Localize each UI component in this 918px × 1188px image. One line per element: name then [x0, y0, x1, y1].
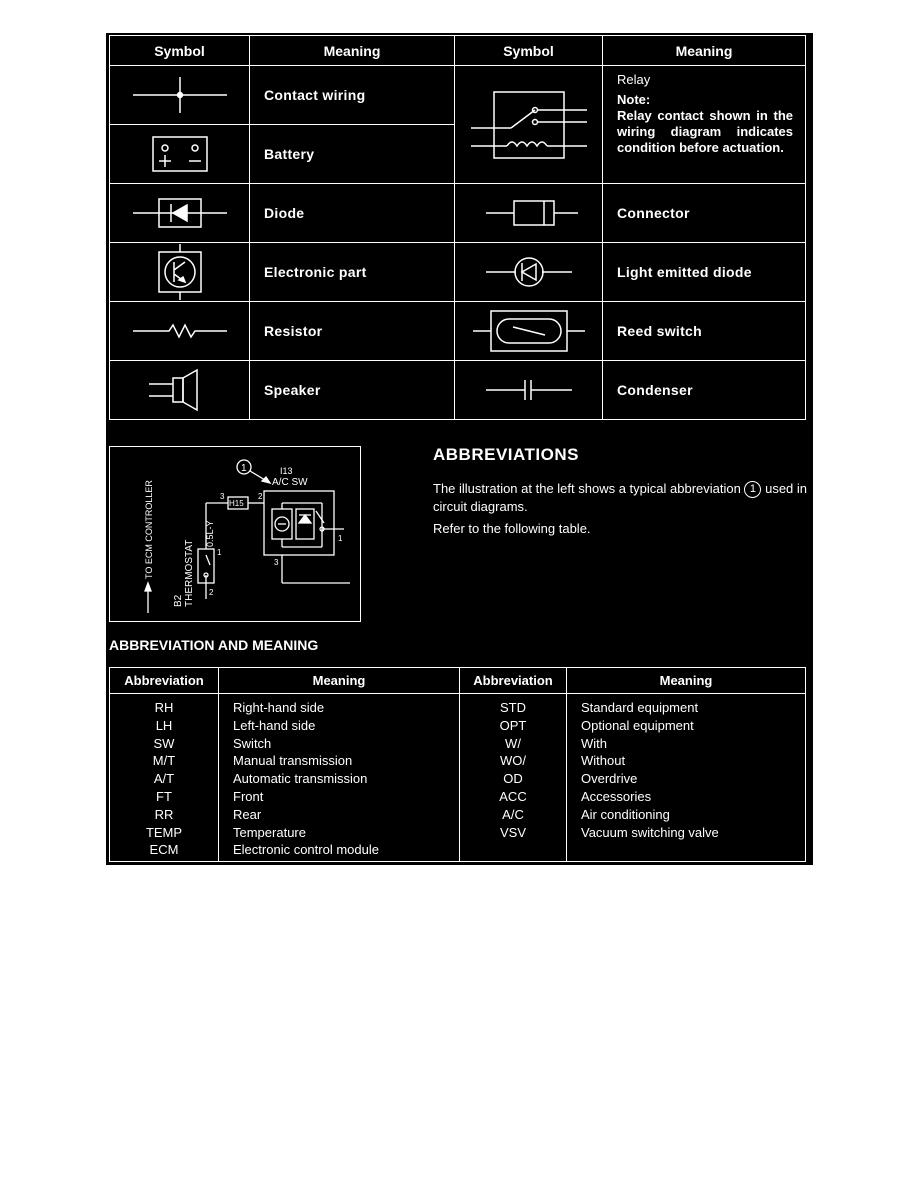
table-row: [110, 302, 806, 361]
list-item: Switch: [233, 735, 272, 751]
abbreviation-meaning-title: ABBREVIATION AND MEANING: [109, 637, 319, 653]
relay-description: [603, 66, 806, 184]
abbreviations-title: ABBREVIATIONS: [433, 445, 579, 464]
meaning-resistor: Resistor: [250, 302, 455, 361]
table-row: [110, 66, 806, 125]
list-item: VSV: [499, 824, 526, 840]
list-item: ECM: [149, 842, 179, 858]
thermostat-code: B2: [173, 594, 184, 607]
thermo-pin-2: 2: [209, 588, 214, 597]
speaker-icon: [110, 361, 250, 420]
abbreviation-body: [110, 694, 806, 862]
side-label: TO ECM CONTROLLER: [144, 480, 154, 579]
header-meaning: Meaning: [603, 36, 806, 66]
list-item: STD: [500, 700, 526, 715]
header-abbreviation: Abbreviation: [110, 668, 219, 694]
list-item: Optional equipment: [581, 717, 694, 733]
header-meaning: Meaning: [219, 668, 460, 694]
left-abbr-column: [110, 694, 219, 862]
list-item: Rear: [233, 806, 262, 822]
meaning-reed-switch: Reed switch: [603, 302, 806, 361]
relay-note-label: Note:: [617, 92, 651, 107]
list-item: A/C: [502, 806, 524, 822]
list-item: W/: [505, 735, 521, 751]
pin-2-label: 2: [258, 492, 263, 501]
list-item: Without: [581, 753, 626, 769]
electronic-part-icon: [110, 243, 250, 302]
list-item: A/T: [153, 771, 175, 787]
meaning-condenser: Condenser: [603, 361, 806, 420]
list-item: M/T: [152, 753, 176, 769]
relay-label: Relay: [617, 72, 651, 87]
symbol-table: [109, 35, 806, 420]
resistor-icon: [110, 302, 250, 361]
legend-sheet: [106, 33, 813, 865]
list-item: LH: [155, 717, 173, 733]
list-item: With: [581, 735, 607, 751]
list-item: RH: [154, 700, 174, 715]
component-code: I13: [280, 466, 293, 476]
list-item: Manual transmission: [233, 753, 353, 769]
list-item: FT: [156, 788, 172, 804]
list-item: OPT: [499, 717, 527, 733]
thermo-pin-1: 1: [217, 548, 222, 557]
table-row: [110, 361, 806, 420]
list-item: Accessories: [581, 788, 652, 804]
relay-icon: [455, 66, 603, 184]
abbreviation-table-header: [110, 668, 806, 694]
list-item: Front: [233, 788, 264, 804]
list-item: Vacuum switching valve: [581, 824, 719, 840]
abbreviations-description: [433, 480, 808, 542]
meaning-connector: Connector: [603, 184, 806, 243]
pin-3b-label: 3: [274, 558, 279, 567]
header-meaning: Meaning: [567, 668, 806, 694]
diode-icon: [110, 184, 250, 243]
abbreviations-para-1: [433, 480, 808, 515]
meaning-speaker: Speaker: [250, 361, 455, 420]
header-abbreviation: Abbreviation: [460, 668, 567, 694]
list-item: ACC: [499, 788, 527, 804]
right-meaning-column: [567, 694, 806, 862]
pin-3-label: 3: [220, 492, 225, 501]
list-item: SW: [153, 735, 175, 751]
para-1-after: used in circuit diagrams.: [433, 481, 808, 515]
list-item: Automatic transmission: [233, 771, 368, 787]
abbreviations-para-2: Refer to the following table.: [433, 521, 591, 537]
list-item: RR: [154, 806, 174, 822]
list-item: Left-hand side: [233, 717, 316, 733]
right-abbr-column: [460, 694, 567, 862]
header-symbol: Symbol: [455, 36, 603, 66]
meaning-electronic-part: Electronic part: [250, 243, 455, 302]
connector-code: H15: [229, 499, 244, 508]
list-item: Right-hand side: [233, 700, 325, 715]
list-item: WO/: [500, 753, 526, 769]
header-meaning: Meaning: [250, 36, 455, 66]
list-item: Standard equipment: [581, 700, 699, 715]
symbol-table-header: [110, 36, 806, 66]
list-item: TEMP: [145, 824, 183, 840]
table-row: [110, 243, 806, 302]
contact-wiring-icon: [110, 66, 250, 125]
wire-label: 0.5L-Y: [205, 520, 215, 547]
meaning-diode: Diode: [250, 184, 455, 243]
list-item: Temperature: [233, 824, 306, 840]
thermostat-name: THERMOSTAT: [184, 539, 195, 607]
callout-number: 1: [241, 463, 247, 474]
table-row: [110, 184, 806, 243]
meaning-battery: Battery: [250, 125, 455, 184]
relay-note-text: Relay contact shown in the wiring diagram indicates condition before actuation.: [617, 108, 793, 155]
pin-1-label: 1: [338, 534, 343, 543]
meaning-light-emitted-diode: Light emitted diode: [603, 243, 806, 302]
light-emitted-diode-icon: [455, 243, 603, 302]
list-item: Air conditioning: [581, 806, 670, 822]
meaning-contact-wiring: Contact wiring: [250, 66, 455, 125]
header-symbol: Symbol: [110, 36, 250, 66]
condenser-icon: [455, 361, 603, 420]
connector-icon: [455, 184, 603, 243]
circuit-diagram: [109, 446, 361, 622]
abbreviation-table: [109, 667, 806, 862]
list-item: Electronic control module: [233, 842, 379, 858]
list-item: OD: [503, 771, 523, 787]
callout-marker: 1: [744, 481, 761, 498]
left-meaning-column: [219, 694, 460, 862]
para-1-before: The illustration at the left shows a typical abbreviation: [433, 481, 741, 496]
battery-icon: [110, 125, 250, 184]
reed-switch-icon: [455, 302, 603, 361]
component-name: A/C SW: [272, 477, 308, 488]
list-item: Overdrive: [581, 771, 638, 787]
